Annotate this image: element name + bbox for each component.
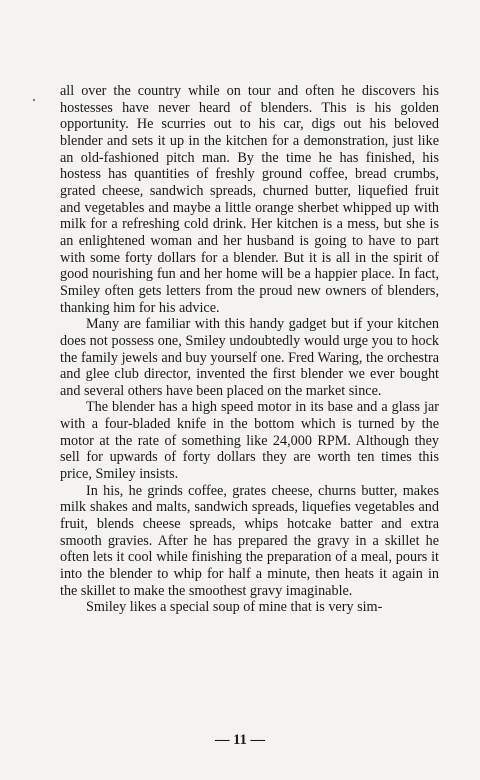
paragraph-4: In his, he grinds coffee, grates cheese, churns butter, makes milk shakes and malts, sandwich spreads, liquefies vegetables and fruit, blends cheese spreads, whips hotcake batter and extra smooth gravies. After he has prepared the gravy in a skillet he often lets it cool while finishing the preparation of a meal, pours it into the blender to whip for half a minute, then heats it again in the skillet to make the smoothest gravy imaginable. bbox=[60, 482, 439, 599]
page-number: — 11 — bbox=[215, 732, 265, 748]
paragraph-5: Smiley likes a special soup of mine that is very sim- bbox=[86, 599, 383, 616]
paragraph-2: Many are familiar with this handy gadget but if your kitchen does not possess one, Smiley undoubtedly would urge you to hock the family jewels and buy yourself one. Fred Waring, the orchestra and glee club director, invented the first blender we ever bought and several others have been placed on the market since. bbox=[60, 316, 439, 399]
paragraph-1: all over the country while on tour and often he discovers his hostesses have never heard of blenders. This is his golden opportunity. He scurries out to his car, digs out his beloved blender and sets it up in the kitchen for a demonstration, just like an old-fashioned pitch man. By the time he has finished, his hostess has quantities of freshly ground coffee, bread crumbs, grated cheese, sandwich spreads, churned butter, liquefied fruit and vegetables and maybe a little orange sherbet whipped up with milk for a refreshing cold drink. Her kitchen is a mess, but she is an enlightened woman and her husband is going to have to part with some forty dollars for a blender. But it is all in the spirit of good nourishing fun and her home will be a happier place. In fact, Smiley often gets letters from the proud new owners of blenders, thanking him for his advice. bbox=[60, 83, 439, 316]
paragraph-3: The blender has a high speed motor in its base and a glass jar with a four-bladed knife in the bottom which is turned by the motor at the rate of something like 24,000 RPM. Although they sell for upwards of forty dollars they are worth ten times this price, Smiley insists. bbox=[60, 399, 439, 483]
body-text bbox=[60, 83, 439, 616]
margin-mark bbox=[33, 99, 35, 101]
